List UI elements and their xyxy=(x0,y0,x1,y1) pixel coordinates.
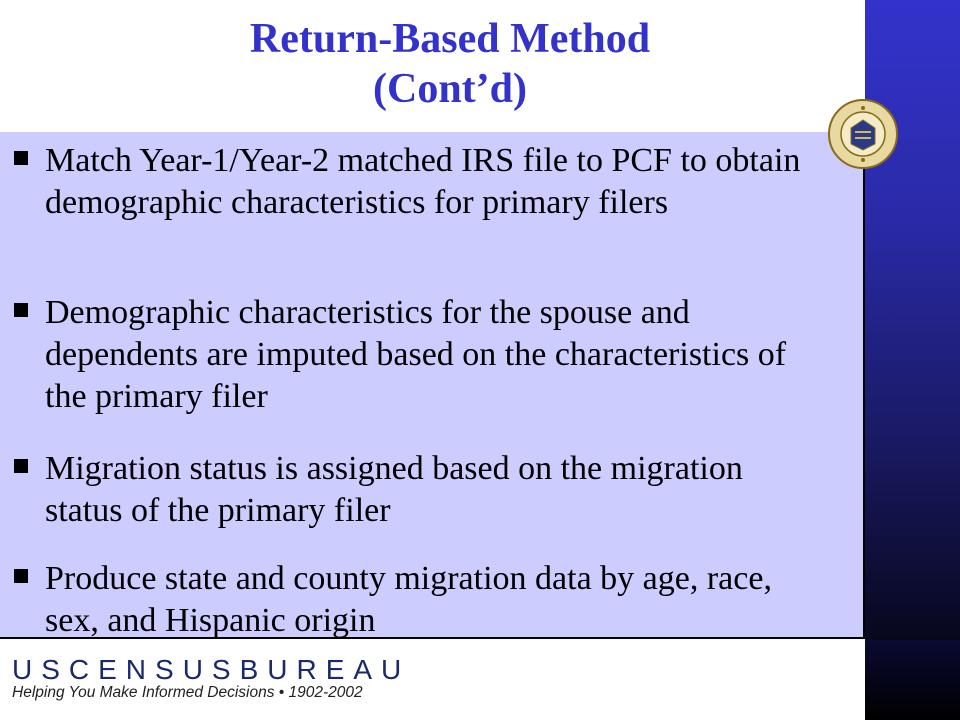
bullet-square-icon xyxy=(14,459,28,473)
bullet-square-icon xyxy=(14,303,28,317)
footer-tagline: Helping You Make Informed Decisions • 1902-2002 xyxy=(12,684,363,701)
bullet-item xyxy=(14,558,824,642)
slide-title xyxy=(0,14,900,114)
sidebar-bottom xyxy=(865,640,960,720)
title-line-1: Return-Based Method xyxy=(249,16,651,62)
bullet-square-icon xyxy=(14,569,28,583)
bullet-item xyxy=(14,140,824,224)
commerce-seal-icon xyxy=(827,98,899,170)
bullet-item xyxy=(14,292,824,418)
bullet-text: Produce state and county migration data by age, race, sex, and Hispanic origin xyxy=(45,560,772,639)
content-box xyxy=(0,132,865,639)
bullet-text: Match Year-1/Year-2 matched IRS file to PCF to obtain demographic characteristics for primary filers xyxy=(45,142,801,221)
title-line-2: (Cont’d) xyxy=(373,66,527,112)
bullet-text: Migration status is assigned based on the migration status of the primary filer xyxy=(45,450,743,529)
bullet-item xyxy=(14,448,824,532)
bullet-square-icon xyxy=(14,151,28,165)
census-bureau-logo: USCENSUSBUREAU xyxy=(12,654,411,685)
bullet-text: Demographic characteristics for the spouse and dependents are imputed based on the characteristics of the primary filer xyxy=(45,294,787,415)
